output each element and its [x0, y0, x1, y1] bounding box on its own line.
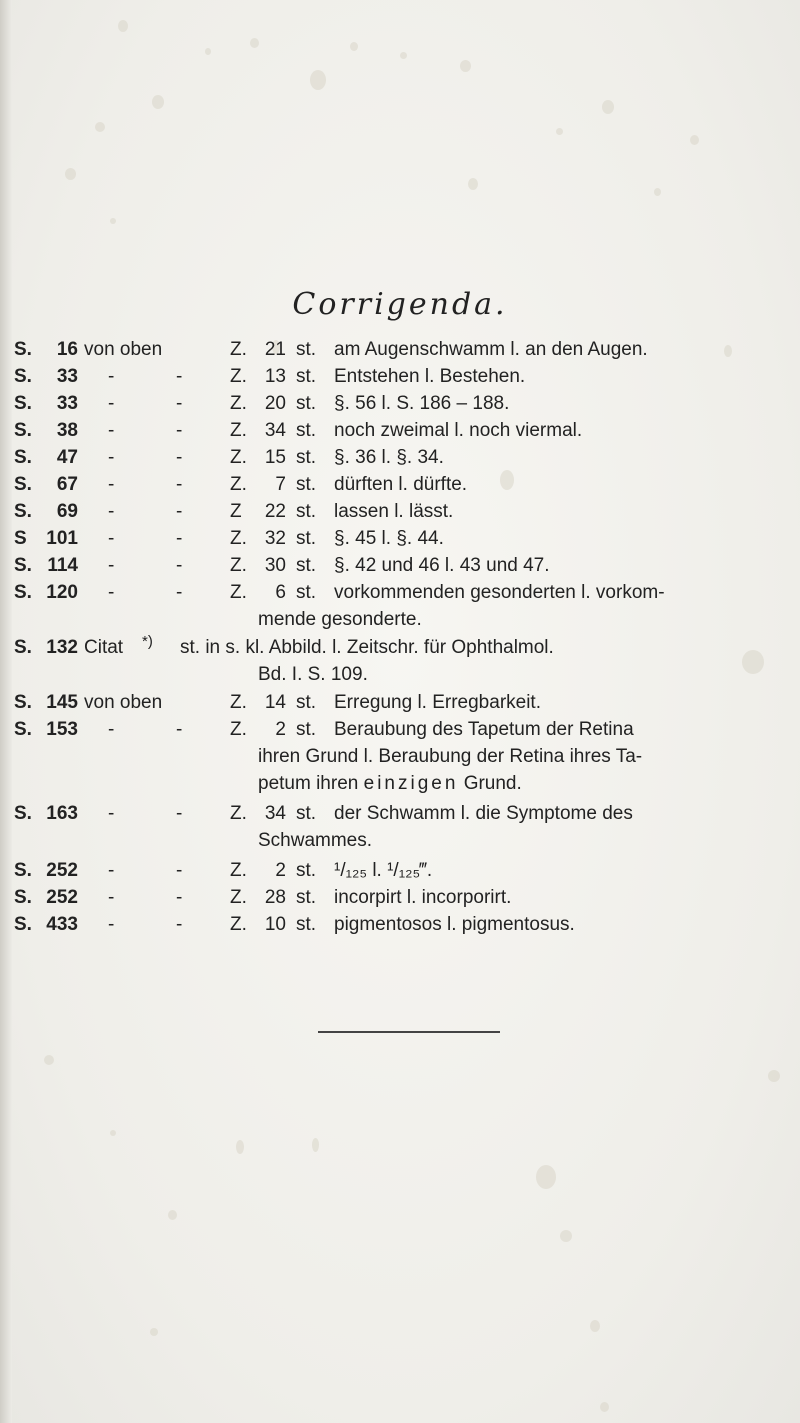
correction-text: am Augenschwamm l. an den Augen.	[334, 339, 648, 360]
page-prefix: S.	[14, 719, 32, 740]
correction-text: §. 45 l. §. 44.	[334, 528, 444, 549]
page-number: 120	[46, 582, 78, 603]
ditto-mark: -	[108, 803, 115, 824]
page-prefix: S.	[14, 582, 32, 603]
page-prefix: S.	[14, 860, 32, 881]
ditto-mark: -	[176, 420, 183, 441]
correction-text: der Schwamm l. die Symptome des	[334, 803, 633, 824]
statt-label: st.	[296, 692, 317, 713]
correction-text: st. in s. kl. Abbild. l. Zeitschr. für Ophthalmol.	[180, 637, 554, 658]
ditto-mark: -	[108, 555, 115, 576]
line-number: 7	[275, 474, 286, 495]
page-number: 153	[46, 719, 78, 740]
statt-label: st.	[296, 803, 317, 824]
correction-text: lassen l. lässt.	[334, 501, 454, 522]
line-number: 30	[264, 555, 286, 576]
statt-label: st.	[296, 582, 317, 603]
ditto-mark: -	[176, 860, 183, 881]
ditto-mark: -	[108, 474, 115, 495]
statt-label: st.	[296, 860, 317, 881]
line-number: 21	[264, 339, 286, 360]
line-number: 15	[264, 447, 286, 468]
correction-continuation	[258, 773, 522, 795]
line-prefix: Z.	[230, 887, 247, 908]
statt-label: st.	[296, 501, 317, 522]
line-prefix: Z.	[230, 420, 247, 441]
correction-text: ¹/₁₂₅ l. ¹/₁₂₅‴.	[334, 860, 433, 881]
line-prefix: Z.	[230, 474, 247, 495]
line-number: 32	[264, 528, 286, 549]
page-prefix: S.	[14, 803, 32, 824]
ditto-mark: -	[176, 582, 183, 603]
correction-text: dürften l. dürfte.	[334, 474, 468, 495]
ditto-mark: -	[176, 528, 183, 549]
page-number: 33	[56, 393, 78, 414]
page-number: 47	[56, 447, 78, 468]
line-number: 20	[264, 393, 286, 414]
correction-text: noch zweimal l. noch viermal.	[334, 420, 583, 441]
page-number: 38	[56, 420, 78, 441]
ditto-mark: -	[108, 393, 115, 414]
page-spine-shadow	[0, 0, 12, 1423]
correction-text: §. 56 l. S. 186 – 188.	[334, 393, 510, 414]
ditto-mark: -	[176, 555, 183, 576]
line-number: 28	[264, 887, 286, 908]
correction-continuation: ihren Grund l. Beraubung der Retina ihres Ta-	[258, 746, 643, 767]
line-prefix: Z.	[230, 528, 247, 549]
correction-text: §. 42 und 46 l. 43 und 47.	[334, 555, 550, 576]
line-number: 14	[264, 692, 286, 713]
ditto-mark: -	[108, 447, 115, 468]
line-prefix: Z	[230, 501, 242, 522]
page-number: 16	[56, 339, 78, 360]
ditto-mark: -	[176, 447, 183, 468]
continuation-text: petum ihren	[258, 773, 359, 794]
page-prefix: S	[14, 528, 27, 549]
page-number: 433	[46, 914, 78, 935]
statt-label: st.	[296, 447, 317, 468]
ditto-mark: -	[108, 420, 115, 441]
page-number: 252	[46, 860, 78, 881]
statt-label: st.	[296, 914, 317, 935]
statt-label: st.	[296, 420, 317, 441]
page-prefix: S.	[14, 339, 32, 360]
page-number: 114	[47, 555, 78, 576]
correction-continuation: mende gesonderte.	[258, 609, 422, 630]
ditto-mark: -	[108, 582, 115, 603]
correction-text: vorkommenden gesonderten l. vorkom-	[334, 582, 665, 603]
citation-label: Citat	[84, 637, 124, 658]
ditto-mark: -	[176, 803, 183, 824]
ditto-mark: -	[108, 501, 115, 522]
page-prefix: S.	[14, 420, 32, 441]
page-prefix: S.	[14, 393, 32, 414]
ditto-mark: -	[176, 393, 183, 414]
ditto-mark: -	[108, 914, 115, 935]
page-number: 145	[46, 692, 78, 713]
statt-label: st.	[296, 339, 317, 360]
statt-label: st.	[296, 719, 317, 740]
correction-text: pigmentosos l. pigmentosus.	[334, 914, 575, 935]
statt-label: st.	[296, 528, 317, 549]
ditto-mark: -	[176, 719, 183, 740]
correction-text: §. 36 l. §. 34.	[334, 447, 444, 468]
page-prefix: S.	[14, 637, 32, 658]
ditto-mark: -	[108, 887, 115, 908]
continuation-text: Grund.	[463, 773, 522, 794]
line-prefix: Z.	[230, 366, 247, 387]
page-prefix: S.	[14, 474, 32, 495]
correction-text: Entstehen l. Bestehen.	[334, 366, 526, 387]
line-prefix: Z.	[230, 447, 247, 468]
emphasized-word: einzigen	[363, 773, 459, 794]
line-number: 2	[275, 860, 286, 881]
ditto-mark: -	[176, 887, 183, 908]
line-prefix: Z.	[230, 555, 247, 576]
ditto-mark: -	[108, 719, 115, 740]
page-number: 252	[46, 887, 78, 908]
page-number: 33	[56, 366, 78, 387]
page-number: 132	[46, 637, 78, 658]
closing-rule	[318, 1031, 500, 1033]
page-prefix: S.	[14, 447, 32, 468]
line-prefix: Z.	[230, 860, 247, 881]
footnote-mark: *)	[142, 633, 153, 650]
line-number: 34	[264, 803, 286, 824]
line-prefix: Z.	[230, 692, 247, 713]
correction-text: Erregung l. Erregbarkeit.	[334, 692, 541, 713]
page-number: 101	[46, 528, 78, 549]
ditto-mark: -	[176, 366, 183, 387]
ditto-mark: -	[108, 860, 115, 881]
page-prefix: S.	[14, 887, 32, 908]
statt-label: st.	[296, 887, 317, 908]
statt-label: st.	[296, 555, 317, 576]
ditto-mark: -	[108, 528, 115, 549]
position-label: von oben	[84, 339, 163, 360]
page-prefix: S.	[14, 692, 32, 713]
line-number: 22	[264, 501, 286, 522]
page-prefix: S.	[14, 555, 32, 576]
line-prefix: Z.	[230, 719, 247, 740]
statt-label: st.	[296, 474, 317, 495]
ditto-mark: -	[108, 366, 115, 387]
page-prefix: S.	[14, 914, 32, 935]
line-prefix: Z.	[230, 339, 247, 360]
statt-label: st.	[296, 393, 317, 414]
page-title: Corrigenda.	[292, 287, 508, 322]
page-number: 67	[56, 474, 78, 495]
line-number: 13	[264, 366, 286, 387]
page-prefix: S.	[14, 366, 32, 387]
line-prefix: Z.	[230, 393, 247, 414]
ditto-mark: -	[176, 501, 183, 522]
page-prefix: S.	[14, 501, 32, 522]
line-number: 2	[275, 719, 286, 740]
correction-text: incorpirt l. incorporirt.	[334, 887, 512, 908]
page-number: 163	[46, 803, 78, 824]
statt-label: st.	[296, 366, 317, 387]
position-label: von oben	[84, 692, 163, 713]
line-prefix: Z.	[230, 582, 247, 603]
line-prefix: Z.	[230, 803, 247, 824]
ditto-mark: -	[176, 914, 183, 935]
line-prefix: Z.	[230, 914, 247, 935]
page-number: 69	[56, 501, 78, 522]
correction-continuation: Schwammes.	[258, 830, 373, 851]
ditto-mark: -	[176, 474, 183, 495]
line-number: 6	[275, 582, 286, 603]
correction-text: Beraubung des Tapetum der Retina	[334, 719, 634, 740]
correction-continuation: Bd. I. S. 109.	[258, 664, 368, 685]
line-number: 10	[264, 914, 286, 935]
line-number: 34	[264, 420, 286, 441]
